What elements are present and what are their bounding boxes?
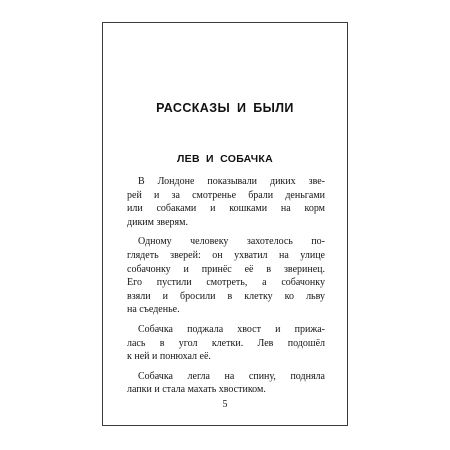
page-number: 5 xyxy=(222,399,228,410)
text-line: собачонку и принёс её в зверинец. xyxy=(127,263,325,275)
text-line: или собаками и кошками на корм xyxy=(127,203,325,215)
text-line: лась в угол клетки. Лев подошёл xyxy=(127,337,325,349)
text-line: Собачка поджала хвост и прижа- xyxy=(138,323,325,335)
paragraph-2 xyxy=(127,235,325,317)
paragraph-1 xyxy=(127,175,325,229)
text-line: Собачка легла на спину, подняла xyxy=(138,370,325,382)
text-line: взяли и бросили в клетку ко льву xyxy=(127,290,325,302)
book-page xyxy=(102,22,348,426)
paragraph-4 xyxy=(127,370,325,397)
story-title: ЛЕВ И СОБАЧКА xyxy=(176,153,274,165)
text-line: глядеть зверей: он ухватил на улице xyxy=(127,249,325,261)
section-title: РАССКАЗЫ И БЫЛИ xyxy=(156,101,294,115)
story-body xyxy=(127,175,325,403)
text-line: Его пустили смотреть, а собачонку xyxy=(127,277,325,289)
text-line: на съеденье. xyxy=(127,304,180,316)
text-line: к ней и понюхал её. xyxy=(127,351,211,363)
text-line: В Лондоне показывали диких зве- xyxy=(138,176,325,187)
text-line: лапки и стала махать хвостиком. xyxy=(127,384,266,396)
paragraph-3 xyxy=(127,323,325,364)
text-line: рей и за смотренье брали деньгами xyxy=(127,189,325,201)
text-line: диким зверям. xyxy=(127,216,188,228)
text-line: Одному человеку захотелось по- xyxy=(138,236,325,248)
